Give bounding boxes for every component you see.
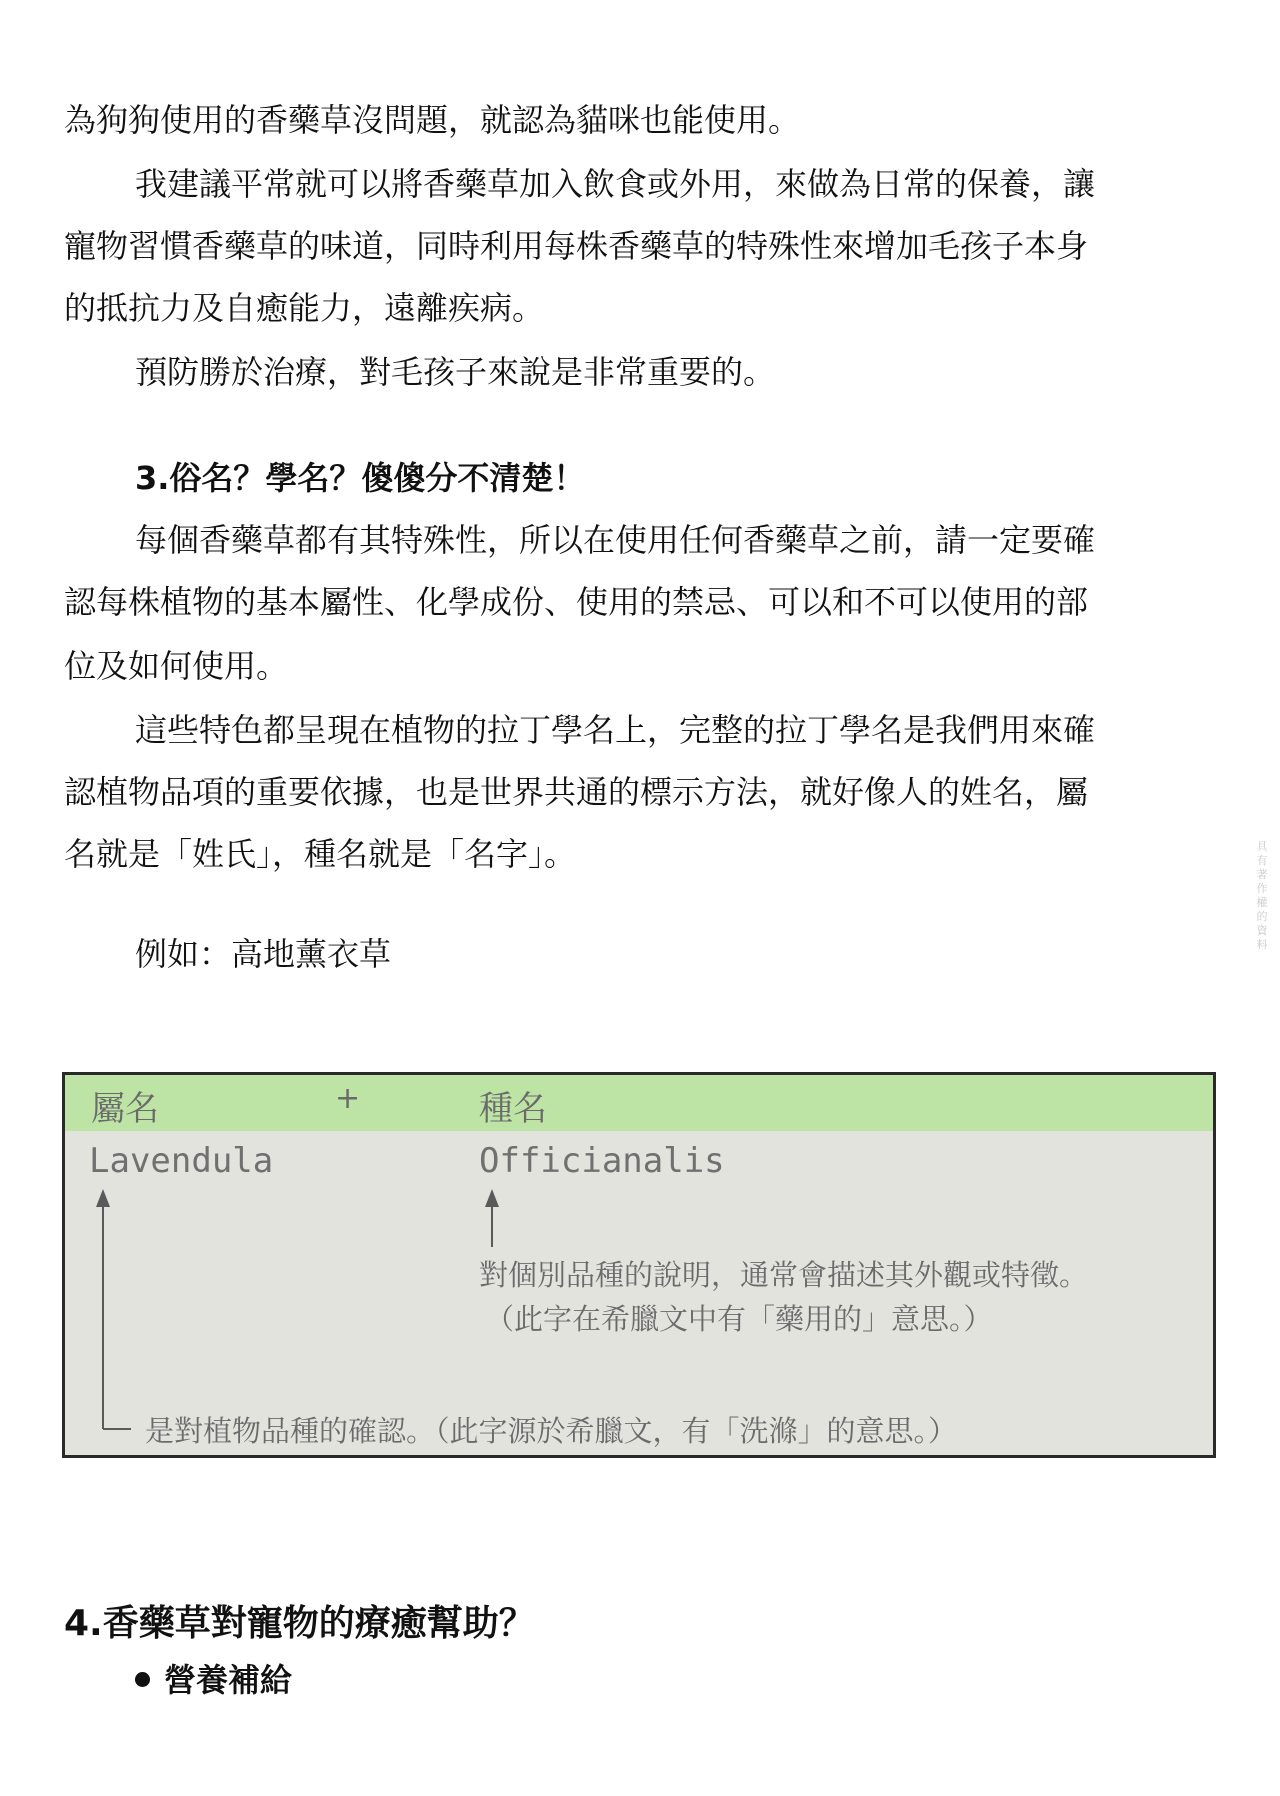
paragraph-text: 為狗狗使用的香藥草沒問題，就認為貓咪也能使用。 [64,101,801,139]
paragraph-text: 寵物習慣香藥草的味道，同時利用每株香藥草的特殊性來增加毛孩子本身 [64,227,1089,265]
genus-arrow-head [96,1189,110,1207]
species-note-line-1: 對個別品種的說明，通常會描述其外觀或特徵。 [479,1258,1089,1292]
section-heading: 4.香藥草對寵物的療癒幫助？ [64,1603,535,1644]
paragraph-text: 每個香藥草都有其特殊性，所以在使用任何香藥草之前，請一定要確 [135,521,1096,559]
paragraph-text: 預防勝於治療，對毛孩子來說是非常重要的。 [135,353,776,391]
species-value: Officianalis [479,1141,725,1181]
copyright-watermark: 具有著作權的資料 [1256,840,1268,951]
paragraph-text: 認每株植物的基本屬性、化學成份、使用的禁忌、可以和不可以使用的部 [64,583,1089,621]
bullet-item [135,1648,1280,1712]
paragraph-text: 這些特色都呈現在植物的拉丁學名上，完整的拉丁學名是我們用來確 [135,711,1096,749]
bullet-dot-icon [135,1672,150,1687]
genus-note: 是對植物品種的確認。（此字源於希臘文，有「洗滌」的意思。） [145,1414,958,1448]
example-text: 例如：高地薰衣草 [135,935,392,973]
species-note-line-2: （此字在希臘文中有「藥用的」意思。） [485,1302,993,1336]
genus-label: 屬名 [91,1089,159,1129]
section-heading: 3.俗名？學名？傻傻分不清楚！ [135,459,586,497]
species-arrow-head [485,1189,499,1207]
genus-value: Lavendula [89,1141,274,1181]
species-label: 種名 [479,1089,547,1129]
paragraph-text: 名就是「姓氏」，種名就是「名字」。 [64,835,577,873]
latin-name-figure [62,1072,1216,1458]
paragraph-text: 的抵抗力及自癒能力，遠離疾病。 [64,289,545,327]
plus-sign: + [335,1081,361,1116]
paragraph-text: 我建議平常就可以將香藥草加入飲食或外用，來做為日常的保養，讓 [135,165,1096,203]
bullet-item-label: 營養補給 [164,1661,293,1699]
paragraph-text: 認植物品項的重要依據，也是世界共通的標示方法，就好像人的姓名，屬 [64,773,1089,811]
paragraph-text: 位及如何使用。 [64,647,289,685]
